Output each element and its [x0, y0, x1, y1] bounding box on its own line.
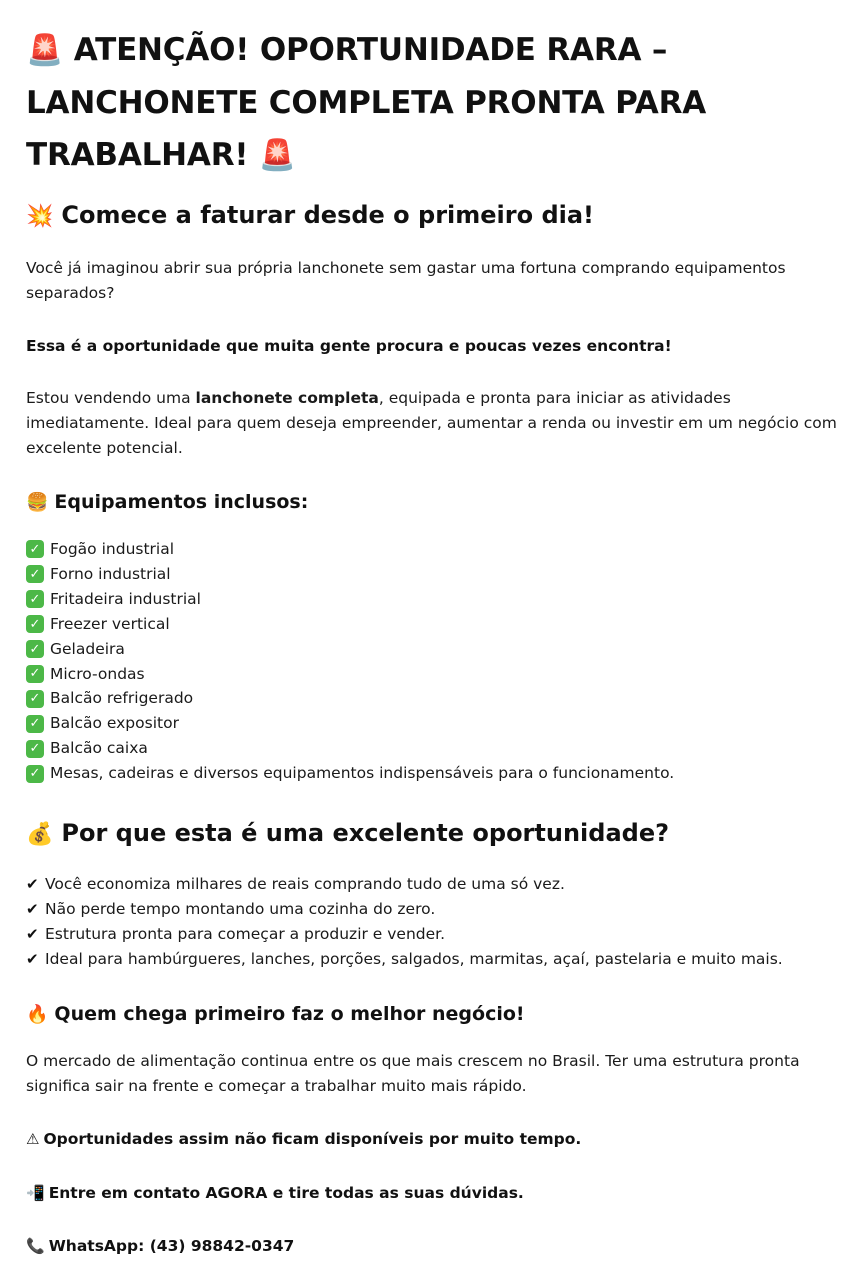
contact-line: [26, 1181, 524, 1206]
heading-text: Por que esta é uma excelente oportunidade?: [61, 819, 670, 847]
mobile-phone-icon: 📲: [26, 1184, 45, 1202]
whatsapp-line: [26, 1234, 294, 1259]
check-mark-icon: ✓: [26, 615, 44, 633]
check-mark-icon: ✓: [26, 640, 44, 658]
check-mark-icon: ✓: [26, 540, 44, 558]
item-text: Balcão expositor: [50, 714, 179, 733]
list-item: [26, 662, 836, 687]
list-item: [26, 711, 836, 736]
item-text: Balcão refrigerado: [50, 689, 194, 708]
section-heading-start: [26, 198, 594, 234]
check-mark-icon: ✓: [26, 690, 44, 708]
whatsapp-number: WhatsApp: (43) 98842-0347: [48, 1237, 295, 1255]
hamburger-icon: 🍔: [26, 492, 49, 513]
warning-line: [26, 1127, 581, 1152]
list-item: [26, 872, 836, 897]
siren-icon: 🚨: [26, 33, 64, 68]
check-mark-icon: ✓: [26, 740, 44, 758]
warning-icon: ⚠: [26, 1130, 40, 1148]
list-item: [26, 922, 836, 947]
item-text: Geladeira: [50, 639, 125, 658]
check-mark-icon: ✓: [26, 665, 44, 683]
equipment-list: [26, 537, 836, 786]
description-bold: lanchonete completa: [195, 389, 379, 407]
description-text-b: , equipada e pronta para iniciar as atividades imediatamente. Ideal para quem deseja empreender, aumentar a renda ou investir em um negócio com excelente potencial.: [26, 389, 837, 457]
item-text: Você economiza milhares de reais comprando tudo de uma só vez.: [45, 875, 565, 893]
contact-text: Entre em contato AGORA e tire todas as suas dúvidas.: [48, 1184, 524, 1202]
title-line-3: TRABALHAR!: [26, 137, 249, 173]
check-mark-icon: ✓: [26, 715, 44, 733]
item-text: Ideal para hambúrgueres, lanches, porções, salgados, marmitas, açaí, pastelaria e muito mais.: [45, 949, 783, 968]
check-mark-icon: ✓: [26, 565, 44, 583]
heading-text: Equipamentos inclusos:: [54, 491, 309, 513]
list-item: [26, 587, 836, 612]
siren-icon: 🚨: [258, 138, 297, 173]
warning-text: Oportunidades assim não ficam disponíveis por muito tempo.: [43, 1130, 582, 1148]
post-title: [26, 24, 826, 182]
title-line-1: ATENÇÃO! OPORTUNIDADE RARA –: [73, 32, 668, 68]
list-item: [26, 686, 836, 711]
benefits-list: [26, 872, 836, 972]
description-text-a: Estou vendendo uma: [26, 389, 196, 407]
list-item: [26, 612, 836, 637]
section-heading-why: [26, 816, 669, 852]
item-text: Estrutura pronta para começar a produzir e vender.: [45, 924, 446, 943]
market-paragraph: O mercado de alimentação continua entre os que mais crescem no Brasil. Ter uma estrutura pronta significa sair na frente e começar a trabalhar muito mais rápido.: [26, 1052, 800, 1095]
item-text: Freezer vertical: [50, 614, 170, 633]
item-text: Balcão caixa: [50, 739, 148, 758]
heading-text: Comece a faturar desde o primeiro dia!: [61, 201, 594, 229]
item-text: Forno industrial: [50, 564, 171, 583]
item-text: Micro-ondas: [50, 664, 145, 683]
list-item: [26, 761, 836, 786]
telephone-icon: 📞: [26, 1237, 45, 1255]
section-heading-first: [26, 1000, 525, 1029]
intro-paragraph: Você já imaginou abrir sua própria lanchonete sem gastar uma fortuna comprando equipamentos separados?: [26, 259, 786, 302]
item-text: Não perde tempo montando uma cozinha do zero.: [45, 899, 436, 918]
heavy-check-icon: ✔: [26, 899, 39, 918]
heavy-check-icon: ✔: [26, 875, 39, 893]
check-mark-icon: ✓: [26, 765, 44, 783]
heavy-check-icon: ✔: [26, 949, 39, 968]
money-bag-icon: 💰: [26, 822, 54, 847]
section-heading-equipment: [26, 488, 308, 517]
list-item: [26, 897, 836, 922]
collision-icon: 💥: [26, 204, 54, 229]
fire-icon: 🔥: [26, 1004, 49, 1025]
list-item: [26, 947, 836, 972]
list-item: [26, 537, 836, 562]
description-paragraph: [26, 386, 841, 461]
highlight-line: Essa é a oportunidade que muita gente procura e poucas vezes encontra!: [26, 337, 672, 355]
check-mark-icon: ✓: [26, 590, 44, 608]
heading-text: Quem chega primeiro faz o melhor negócio!: [54, 1003, 525, 1025]
list-item: [26, 637, 836, 662]
item-text: Fogão industrial: [50, 540, 175, 558]
item-text: Mesas, cadeiras e diversos equipamentos indispensáveis para o funcionamento.: [50, 764, 675, 783]
list-item: [26, 736, 836, 761]
heavy-check-icon: ✔: [26, 924, 39, 943]
title-line-2: LANCHONETE COMPLETA PRONTA PARA: [26, 85, 707, 121]
item-text: Fritadeira industrial: [50, 589, 201, 608]
list-item: [26, 562, 836, 587]
